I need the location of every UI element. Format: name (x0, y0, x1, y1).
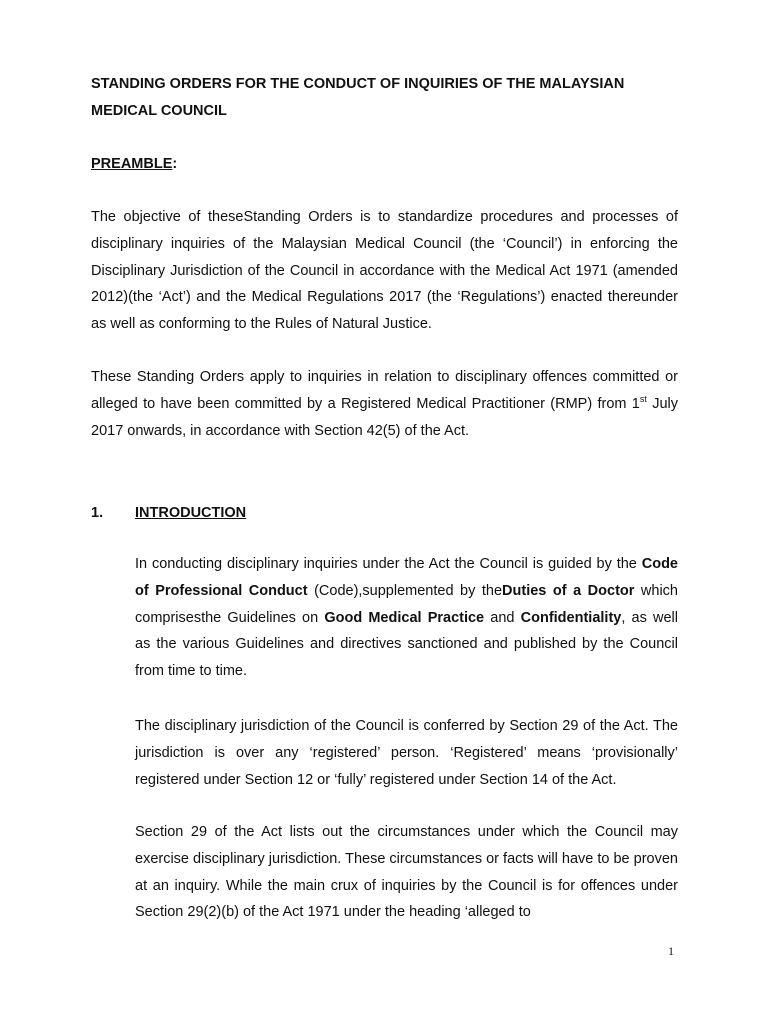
confidentiality: Confidentiality (520, 609, 622, 626)
preamble-heading-wrap (91, 155, 177, 173)
introduction-paragraph-3: Section 29 of the Act lists out the circumstances under which the Council may exercise disciplinary jurisdiction. These circumstances or facts will have to be proven at an inquiry. While the main crux of inquiries by the Council is for offences under Section 29(2)(b) of the Act 1971 under the heading ‘alleged to (135, 824, 678, 921)
preamble-paragraph-2-text: These Standing Orders apply to inquiries in relation to disciplinary offences committed or alleged to have been committed by a Registered Medical Practitioner (RMP) from 1 (91, 369, 678, 412)
preamble-colon: : (172, 156, 178, 172)
document-title: STANDING ORDERS FOR THE CONDUCT OF INQUIRIES OF THE MALAYSIAN MEDICAL COUNCIL (91, 76, 625, 119)
preamble-heading: PREAMBLE (91, 156, 173, 172)
preamble-paragraph-2 (91, 364, 678, 444)
intro-text-5: , as well as the various Guidelines and directives sanctioned and published by the Council from time to time. (135, 609, 678, 680)
introduction-paragraph-2: The disciplinary jurisdiction of the Council is conferred by Section 29 of the Act. The jurisdiction is over any ‘registered’ person. ‘Registered’ means ‘provisionally’ registered under Section 12 or ‘fully’ registered under Section 14 of the Act. (135, 718, 678, 788)
duties-of-a-doctor: Duties of a Doctor (502, 582, 635, 599)
intro-text-1: In conducting disciplinary inquiries under the Act the Council is guided by the (135, 556, 642, 572)
intro-text-2: (Code),supplemented by the (307, 582, 503, 599)
code-of-professional-conduct: Code of Professional Conduct (135, 556, 678, 599)
good-medical-practice: Good Medical Practice (324, 609, 485, 626)
intro-text-4: and (484, 609, 521, 626)
preamble-paragraph-2-text-end: July 2017 onwards, in accordance with Section 42(5) of the Act. (91, 395, 678, 439)
preamble-paragraph-1: The objective of theseStanding Orders is to standardize procedures and processes of disciplinary inquiries of the Malaysian Medical Council (the ‘Council’) in enforcing the Disciplinary Jurisdiction of the Council in accordance with the Medical Act 1971 (amended 2012)(the ‘Act’) and the Medical Regulations 2017 (the ‘Regulations’) enacted thereunder as well as conforming to the Rules of Natural Justice. (91, 209, 678, 333)
intro-text-3: which comprisesthe Guidelines on (135, 582, 678, 626)
section-number: 1. (91, 505, 104, 521)
page-number: 1 (668, 944, 674, 958)
superscript-st: st (639, 393, 647, 404)
introduction-heading: INTRODUCTION (135, 505, 247, 521)
introduction-paragraph-1 (135, 551, 678, 685)
